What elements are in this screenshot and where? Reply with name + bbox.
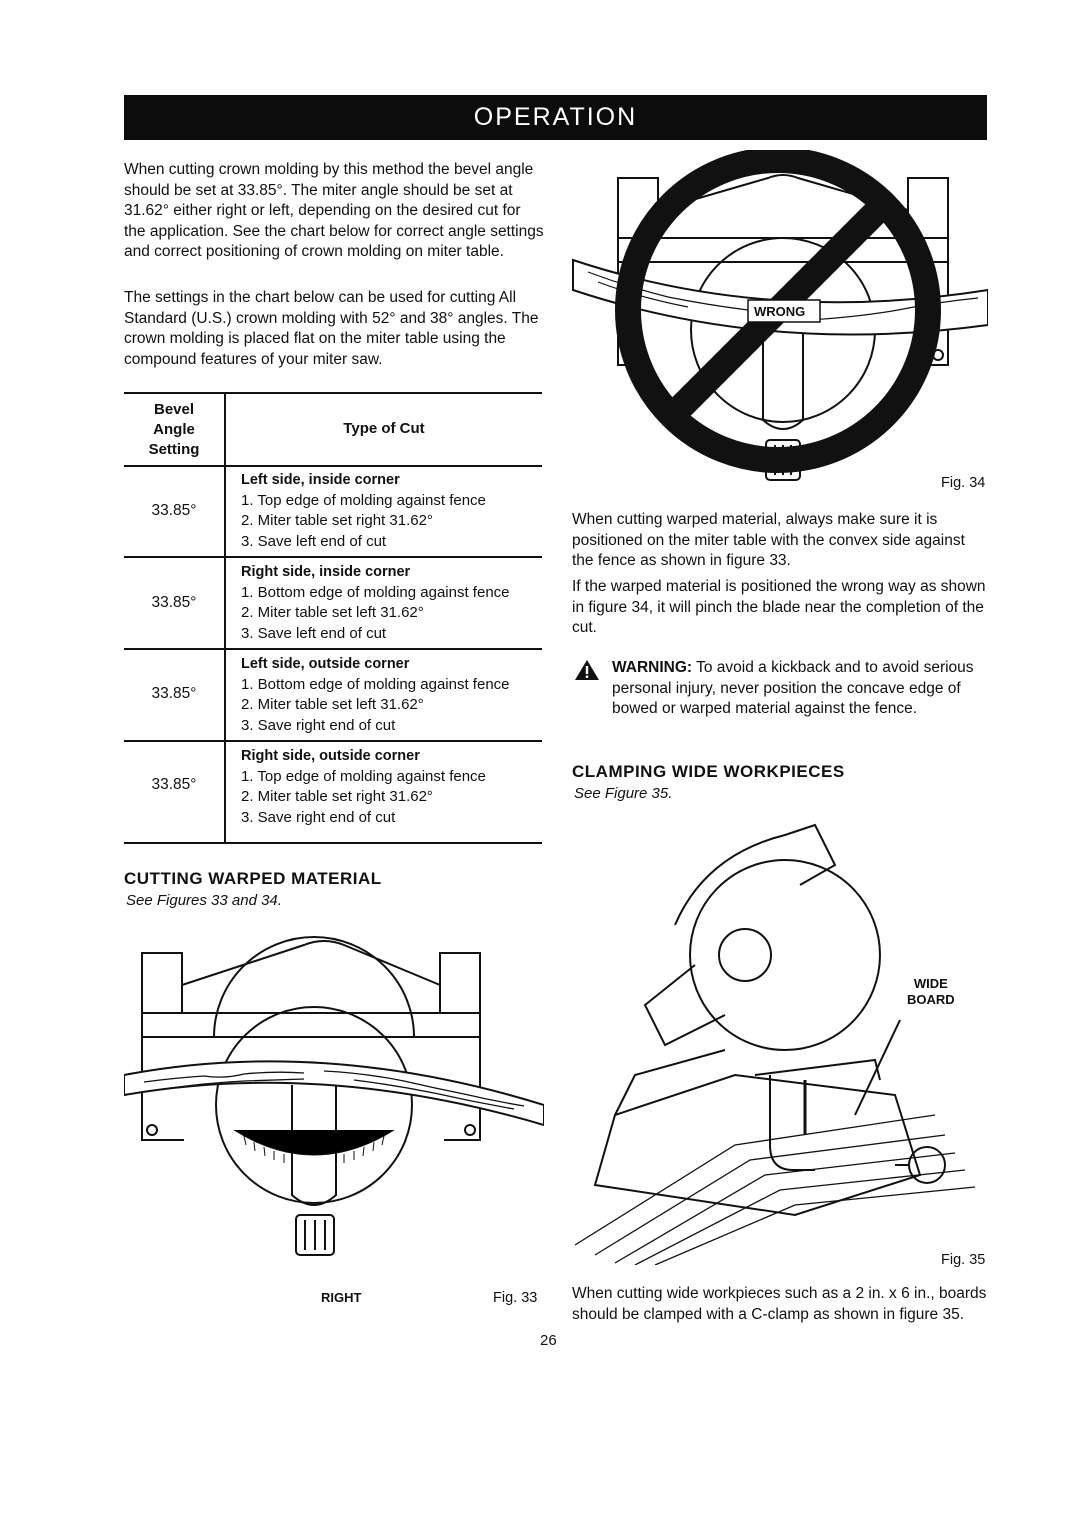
fig34-wrong-label: WRONG (754, 304, 806, 319)
fig34-caption: Fig. 34 (941, 475, 986, 491)
page-number: 26 (540, 1332, 557, 1349)
fig33-right-label: RIGHT (321, 1290, 362, 1305)
warning-label: WARNING: (612, 659, 693, 676)
chart-row-2: Right side, inside corner 1. Bottom edge of molding against fence 2. Miter table set left 31.62° 3. Save left end of cut (241, 564, 510, 642)
chart-row-1: Left side, inside corner 1. Top edge of molding against fence 2. Miter table set right 31.62° 3. Save left end of cut (241, 472, 486, 550)
chart-angle-1: 33.85° (151, 502, 197, 519)
clamping-heading: CLAMPING WIDE WORKPIECES (572, 762, 845, 781)
chart-angle-3: 33.85° (151, 685, 197, 702)
warning-text: To avoid a kickback and to avoid serious personal injury, never position the concave edge of bowed or warped material against the fence. (612, 659, 974, 717)
warped-paragraph-1: When cutting warped material, always make sure it is positioned on the miter table with the convex side against the fence as shown in figure 33. (572, 511, 965, 569)
warped-heading: CUTTING WARPED MATERIAL (124, 869, 382, 888)
chart-header-bevel: Bevel Angle Setting (148, 401, 200, 458)
bevel-angle-chart (124, 392, 542, 844)
chart-row-3: Left side, outside corner 1. Bottom edge of molding against fence 2. Miter table set left 31.62° 3. Save right end of cut (241, 656, 510, 734)
warning-block (612, 658, 987, 720)
figure-34-illustration (568, 150, 988, 495)
chart-angle-2: 33.85° (151, 594, 197, 611)
clamping-paragraph: When cutting wide workpieces such as a 2 in. x 6 in., boards should be clamped with a C-clamp as shown in figure 35. (572, 1285, 987, 1323)
figure-35-illustration (575, 815, 987, 1265)
warped-see-figures: See Figures 33 and 34. (126, 892, 282, 909)
figure-33-illustration (124, 925, 544, 1290)
intro-paragraph-1: When cutting crown molding by this method the bevel angle should be set at 33.85°. The miter angle should be set at 31.62° either right or left, depending on the desired cut for the application. See the chart below for correct angle settings and correct positioning of crown molding on miter table. (124, 161, 544, 260)
chart-row-4: Right side, outside corner 1. Top edge of molding against fence 2. Miter table set right 31.62° 3. Save right end of cut (241, 748, 486, 826)
chart-header-type: Type of Cut (343, 420, 425, 437)
section-banner: OPERATION (124, 95, 987, 140)
fig35-wide-board-label: WIDE BOARD (907, 976, 955, 1007)
chart-angle-4: 33.85° (151, 776, 197, 793)
clamping-see-figure: See Figure 35. (574, 785, 673, 802)
warning-triangle-icon (574, 659, 600, 681)
intro-paragraph-2: The settings in the chart below can be used for cutting All Standard (U.S.) crown molding with 52° and 38° angles. The crown molding is placed flat on the miter table using the compound features of your miter saw. (124, 289, 539, 368)
fig33-caption: Fig. 33 (493, 1290, 538, 1306)
warped-paragraph-2: If the warped material is positioned the wrong way as shown in figure 34, it will pinch the blade near the completion of the cut. (572, 578, 986, 636)
fig35-caption: Fig. 35 (941, 1252, 986, 1268)
